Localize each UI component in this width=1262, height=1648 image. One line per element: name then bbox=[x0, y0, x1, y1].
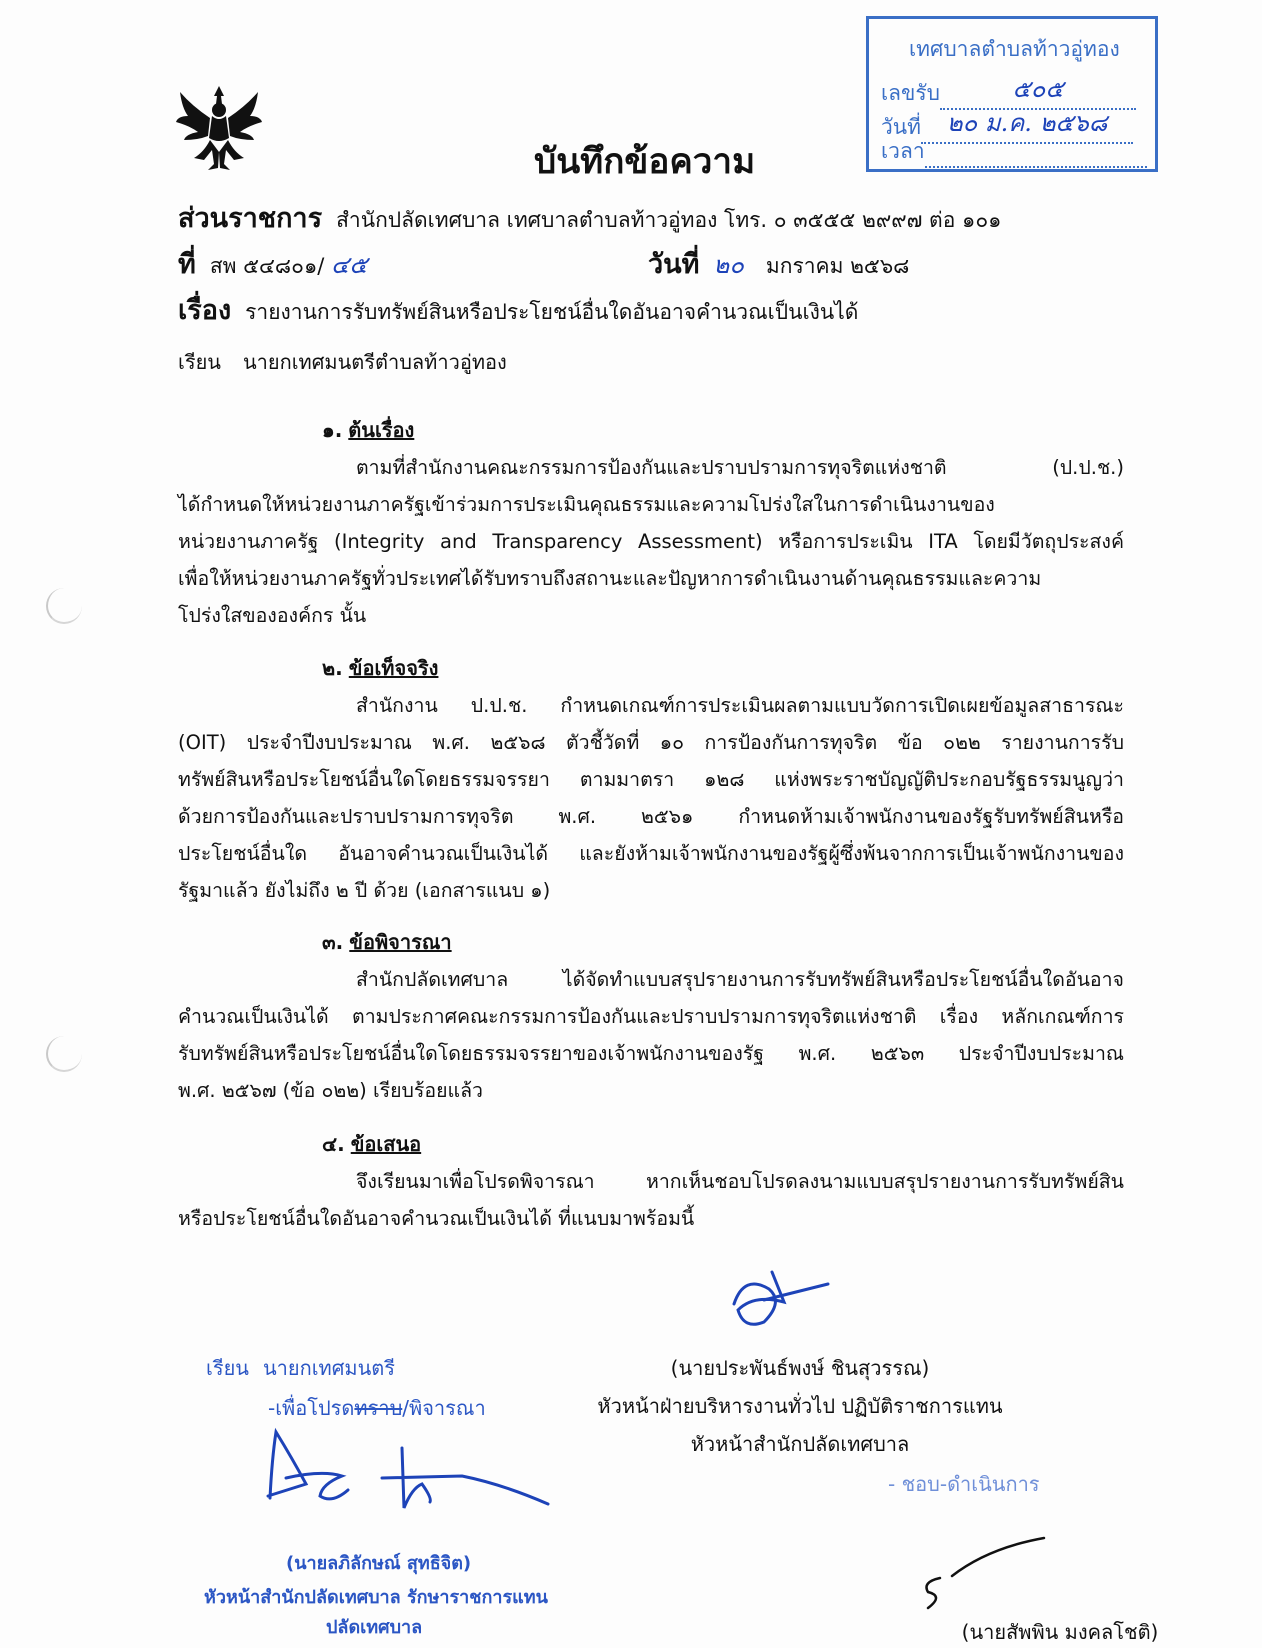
section-title: ต้นเรื่อง bbox=[348, 418, 415, 442]
section-heading bbox=[322, 926, 452, 958]
section-number: ๓. bbox=[322, 930, 344, 954]
stamp-receive-label: เลขรับ bbox=[881, 81, 941, 105]
body-line: หรือประโยชน์อื่นใดอันอาจคำนวณเป็นเงินได้ ที่แนบมาพร้อมนี้ bbox=[178, 1207, 695, 1230]
subject-value: รายงานการรับทรัพย์สินหรือประโยชน์อื่นใดอันอาจคำนวณเป็นเงินได้ bbox=[245, 300, 859, 324]
section-number: ๒. bbox=[322, 656, 343, 680]
section-heading bbox=[322, 652, 438, 684]
reference-value: สพ ๕๔๘๐๑/ bbox=[209, 254, 325, 278]
body-line: ทรัพย์สินหรือประโยชน์อื่นใดโดยธรรมจรรยา ตามมาตรา ๑๒๘ แห่งพระราชบัญญัติประกอบรัฐธรรมนูญว่า bbox=[178, 768, 1124, 791]
stamp-date-value: ๒๐ ม.ค. ๒๕๖๘ bbox=[946, 109, 1108, 137]
section-heading bbox=[322, 414, 414, 446]
endorsement-note-struck: ทราบ bbox=[354, 1396, 403, 1420]
body-line: ได้กำหนดให้หน่วยงานภาครัฐเข้าร่วมการประเมินคุณธรรมและความโปร่งใสในการดำเนินงานของ bbox=[178, 493, 995, 516]
body-line: ตามที่สำนักงานคณะกรรมการป้องกันและปราบปรามการทุจริตแห่งชาติ (ป.ป.ช.) bbox=[356, 456, 1124, 479]
officer-position-1: หัวหน้าฝ่ายบริหารงานทั่วไป ปฏิบัติราชการแทน bbox=[597, 1394, 1003, 1418]
reference-label: ที่ bbox=[178, 249, 196, 280]
agency-line bbox=[178, 196, 1001, 239]
section-title: ข้อเสนอ bbox=[350, 1132, 422, 1156]
section-number: ๑. bbox=[322, 418, 343, 442]
body-line: รัฐมาแล้ว ยังไม่ถึง ๒ ปี ด้วย (เอกสารแนบ ๑) bbox=[178, 879, 551, 902]
stamp-date-label: วันที่ bbox=[881, 115, 921, 139]
officer-signature bbox=[724, 1264, 834, 1334]
punch-hole-bottom bbox=[46, 1036, 82, 1072]
body-line: เพื่อให้หน่วยงานภาครัฐทั่วประเทศได้รับทราบถึงสถานะและปัญหาการดำเนินงานด้านคุณธรรมและความ bbox=[178, 567, 1042, 590]
date-rest: มกราคม ๒๕๖๘ bbox=[765, 254, 910, 278]
stamp-receive-value: ๕๐๕ bbox=[1012, 75, 1064, 103]
officer-name: (นายประพันธ์พงษ์ ชินสุวรรณ) bbox=[670, 1356, 930, 1380]
officer-position-2: หัวหน้าสำนักปลัดเทศบาล bbox=[690, 1432, 910, 1456]
stamp-org: เทศบาลตำบลท้าวอู่ทอง bbox=[909, 37, 1120, 61]
stamp-time-row bbox=[881, 135, 1147, 168]
endorser-name: (นายลภิลักษณ์ สุทธิจิต) bbox=[286, 1553, 472, 1574]
stamp-time-label: เวลา bbox=[881, 139, 925, 163]
body-line: ประโยชน์อื่นใด อันอาจคำนวณเป็นเงินได้ และยังห้ามเจ้าพนักงานของรัฐผู้ซึ่งพ้นจากการเป็นเจ้าพนักงานของ bbox=[178, 842, 1124, 865]
agency-value: สำนักปลัดเทศบาล เทศบาลตำบลท้าวอู่ทอง โทร. ๐ ๓๕๕๕ ๒๙๙๗ ต่อ ๑๐๑ bbox=[336, 208, 1002, 232]
body-line: พ.ศ. ๒๕๖๗ (ข้อ ๐๒๒) เรียบร้อยแล้ว bbox=[178, 1079, 483, 1102]
reference-handwritten: ๔๕ bbox=[331, 251, 368, 279]
date-line bbox=[648, 242, 909, 285]
body-line: สำนักปลัดเทศบาล ได้จัดทำแบบสรุปรายงานการรับทรัพย์สินหรือประโยชน์อื่นใดอันอาจ bbox=[356, 968, 1124, 991]
endorser-signature bbox=[262, 1418, 552, 1518]
garuda-emblem bbox=[174, 82, 264, 174]
section-number: ๔. bbox=[322, 1132, 345, 1156]
body-line: ด้วยการป้องกันและปราบปรามการทุจริต พ.ศ. ๒๕๖๑ กำหนดห้ามเจ้าพนักงานของรัฐรับทรัพย์สินหรือ bbox=[178, 805, 1124, 828]
salutation-label: เรียน bbox=[178, 350, 221, 374]
mayor-signature bbox=[918, 1534, 1048, 1610]
endorser-position-1: หัวหน้าสำนักปลัดเทศบาล รักษาราชการแทน bbox=[204, 1587, 548, 1608]
date-label: วันที่ bbox=[648, 249, 700, 280]
mayor-note: - ชอบ-ดำเนินการ bbox=[888, 1472, 1040, 1496]
section-title: ข้อเท็จจริง bbox=[348, 656, 439, 680]
section-heading bbox=[322, 1128, 421, 1160]
stamp-time-dots bbox=[925, 144, 1147, 168]
section-title: ข้อพิจารณา bbox=[349, 930, 452, 954]
endorsement-to-label: เรียน bbox=[206, 1356, 249, 1380]
endorsement-to bbox=[206, 1352, 395, 1384]
body-line: (OIT) ประจำปีงบประมาณ พ.ศ. ๒๕๖๘ ตัวชี้วัดที่ ๑๐ การป้องกันการทุจริต ข้อ ๐๒๒ รายงานการรับ bbox=[178, 731, 1124, 754]
body-line: คำนวณเป็นเงินได้ ตามประกาศคณะกรรมการป้องกันและปราบปรามการทุจริตแห่งชาติ เรื่อง หลักเกณฑ์การ bbox=[178, 1005, 1124, 1028]
endorsement-note-prefix: -เพื่อโปรด bbox=[268, 1396, 355, 1420]
body-line: รับทรัพย์สินหรือประโยชน์อื่นใดโดยธรรมจรรยาของเจ้าพนักงานของรัฐ พ.ศ. ๒๕๖๓ ประจำปีงบประมาณ bbox=[178, 1042, 1124, 1065]
body-line: หน่วยงานภาครัฐ (Integrity and Transparency Assessment) หรือการประเมิน ITA โดยมีวัตถุประสงค์ bbox=[178, 530, 1124, 553]
reference-line bbox=[178, 242, 367, 285]
date-day-handwritten: ๒๐ bbox=[713, 251, 744, 279]
memo-title: บันทึกข้อความ bbox=[534, 142, 756, 182]
endorsement-note-suffix: /พิจารณา bbox=[402, 1396, 486, 1420]
subject-label: เรื่อง bbox=[178, 295, 232, 326]
punch-hole-top bbox=[46, 588, 82, 624]
receiving-stamp bbox=[866, 16, 1158, 172]
subject-line bbox=[178, 288, 858, 331]
salutation-line bbox=[178, 346, 507, 378]
endorsement-to-value: นายกเทศมนตรี bbox=[262, 1356, 395, 1380]
body-line: โปร่งใสขององค์กร นั้น bbox=[178, 604, 367, 627]
endorser-position-2: ปลัดเทศบาล bbox=[326, 1617, 423, 1638]
body-line: จึงเรียนมาเพื่อโปรดพิจารณา หากเห็นชอบโปรดลงนามแบบสรุปรายงานการรับทรัพย์สิน bbox=[356, 1170, 1124, 1193]
body-line: สำนักงาน ป.ป.ช. กำหนดเกณฑ์การประเมินผลตามแบบวัดการเปิดเผยข้อมูลสาธารณะ bbox=[356, 694, 1124, 717]
mayor-name-partial: (นายสัพพิน มงคลโชติ) bbox=[961, 1620, 1159, 1644]
agency-label: ส่วนราชการ bbox=[178, 203, 323, 234]
salutation-value: นายกเทศมนตรีตำบลท้าวอู่ทอง bbox=[242, 350, 507, 374]
